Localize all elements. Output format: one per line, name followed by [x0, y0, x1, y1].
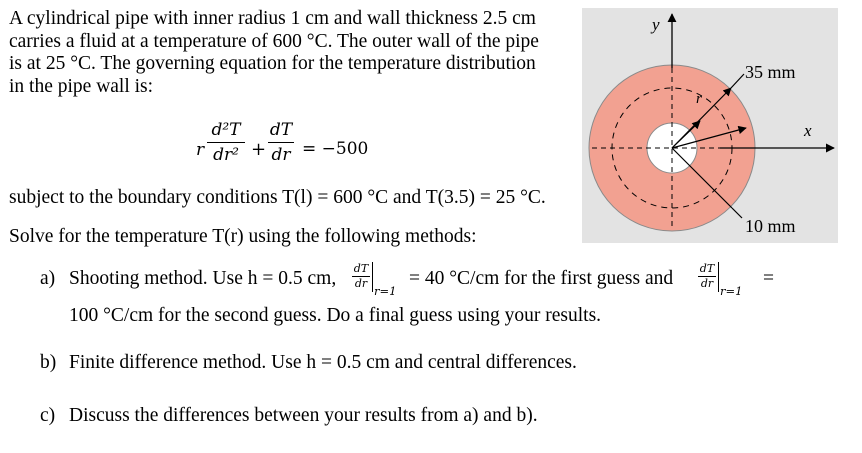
outer-dimension-label: 35 mm — [745, 62, 796, 82]
fraction-denominator: dr — [271, 145, 291, 165]
evaluation-subscript: r=1 — [720, 284, 743, 298]
evaluation-subscript: r=1 — [374, 284, 397, 298]
equals-sign: = — [763, 268, 774, 289]
y-axis-label: y — [652, 15, 660, 34]
part-c-text: Discuss the differences between your results from a) and b). — [69, 405, 538, 426]
pipe-diagram — [582, 8, 838, 243]
second-derivative-fraction — [207, 120, 245, 165]
intro-line: is at 25 °C. The governing equation for the temperature distribution — [9, 53, 536, 74]
part-a-label: a) — [40, 268, 56, 289]
x-axis-label: x — [804, 121, 812, 140]
pipe-cross-section-figure — [582, 8, 838, 243]
inner-dimension-leader — [732, 208, 742, 218]
fraction-numerator: dT — [269, 120, 293, 140]
boundary-conditions: subject to the boundary conditions T(l) = 600 °C and T(3.5) = 25 °C. — [9, 187, 546, 208]
fraction-numerator: dT — [699, 262, 715, 275]
part-b-label: b) — [40, 352, 57, 373]
derivative-fraction — [352, 263, 370, 290]
part-a-first-guess: = 40 °C/cm for the first guess and — [409, 268, 674, 289]
derivative-fraction — [698, 263, 716, 290]
problem-intro — [9, 8, 569, 98]
intro-line: A cylindrical pipe with inner radius 1 cm and wall thickness 2.5 cm — [9, 8, 536, 29]
fraction-denominator: dr — [354, 277, 368, 290]
first-derivative-fraction — [268, 120, 294, 165]
governing-equation — [196, 120, 436, 180]
solve-instruction: Solve for the temperature T(r) using the following methods: — [9, 226, 477, 247]
fraction-numerator: dT — [353, 262, 369, 275]
fraction-denominator: dr² — [213, 145, 239, 165]
radius-label: r — [696, 91, 702, 107]
part-a-line2: 100 °C/cm for the second guess. Do a final guess using your results. — [69, 305, 602, 326]
part-b-text: Finite difference method. Use h = 0.5 cm and central differences. — [69, 352, 577, 373]
fraction-denominator: dr — [700, 277, 714, 290]
part-a-text: Shooting method. Use h = 0.5 cm, — [69, 268, 337, 289]
inner-dimension-label: 10 mm — [745, 216, 796, 236]
intro-line: carries a fluid at a temperature of 600 °C. The outer wall of the pipe — [9, 30, 539, 52]
part-c-label: c) — [40, 405, 56, 426]
outer-dimension-leader — [731, 74, 744, 88]
fraction-numerator: d²T — [211, 120, 241, 140]
intro-line: in the pipe wall is: — [9, 75, 154, 97]
plus-sign: + — [251, 139, 267, 160]
equation-coefficient: r — [196, 140, 205, 160]
equation-rhs: = −500 — [302, 139, 369, 159]
